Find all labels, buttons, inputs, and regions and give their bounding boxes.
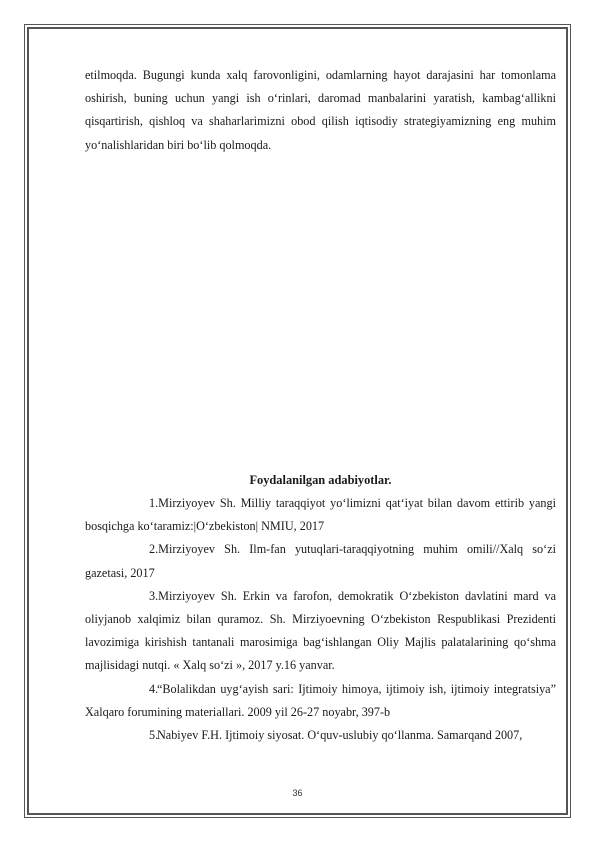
reference-text: Nabiyev F.H. Ijtimoiy siyosat. O‘quv-uslubiy qo‘llanma. Samarqand 2007, [157, 728, 523, 743]
reference-item [85, 538, 556, 584]
references-heading: Foydalanilgan adabiyotlar. [249, 473, 392, 487]
reference-number: 2. [149, 542, 159, 557]
reference-number: 5. [149, 728, 159, 743]
reference-item [85, 678, 556, 724]
reference-number: 4. [149, 681, 159, 696]
reference-text: Mirziyoyev Sh. Ilm-fan yutuqlari-taraqqiyotning muhim omili//Xalq so‘zi gazetasi, 2017 [85, 542, 556, 580]
reference-item [85, 724, 556, 747]
reference-number: 1. [149, 496, 159, 510]
reference-text: Mirziyoyev Sh. Milliy taraqqiyot yo‘limizni qat‘iyat bilan davom ettirib yangi bosqichga ko‘taramiz:|O‘zbekiston| NMIU, 2017 [85, 496, 556, 534]
reference-item [85, 492, 556, 538]
reference-item [85, 585, 556, 678]
references-section [85, 469, 556, 747]
intro-paragraph: etilmoqda. Bugungi kunda xalq farovonligini, odamlarning hayot darajasini har tomonlama oshirish, buning uchun yangi ish o‘rinlari, daromad manbalarini yaratish, kambag‘allikni qisqartirish, qishloq va shaharlarimizni obod qilish iqtisodiy strategiyamizning eng muhim yo‘nalishlaridan biri bo‘lib qolmoqda. [85, 68, 556, 152]
reference-text: Mirziyoyev Sh. Erkin va farofon, demokratik O‘zbekiston davlatini mard va oliyjanob xalqimiz bilan quramoz. Sh. Mirziyoevning O‘zbekiston Respublikasi Prezidenti lavozimiga kirishish tantanali marosimiga bag‘ishlangan Oliy Majlis palatalarining qo‘shma majlisidagi nutqi. « Xalq so‘zi », 2017 y.16 yanvar. [85, 588, 556, 673]
page-number: 36 [292, 788, 303, 798]
reference-number: 3. [149, 588, 159, 603]
reference-text: “Bolalikdan uyg‘ayish sari: Ijtimoiy himoya, ijtimoiy ish, ijtimoiy integratsiya” Xalqaro forumining materiallari. 2009 yil 26-27 noyabr, 397-b [85, 681, 556, 719]
intro-section [85, 64, 556, 157]
